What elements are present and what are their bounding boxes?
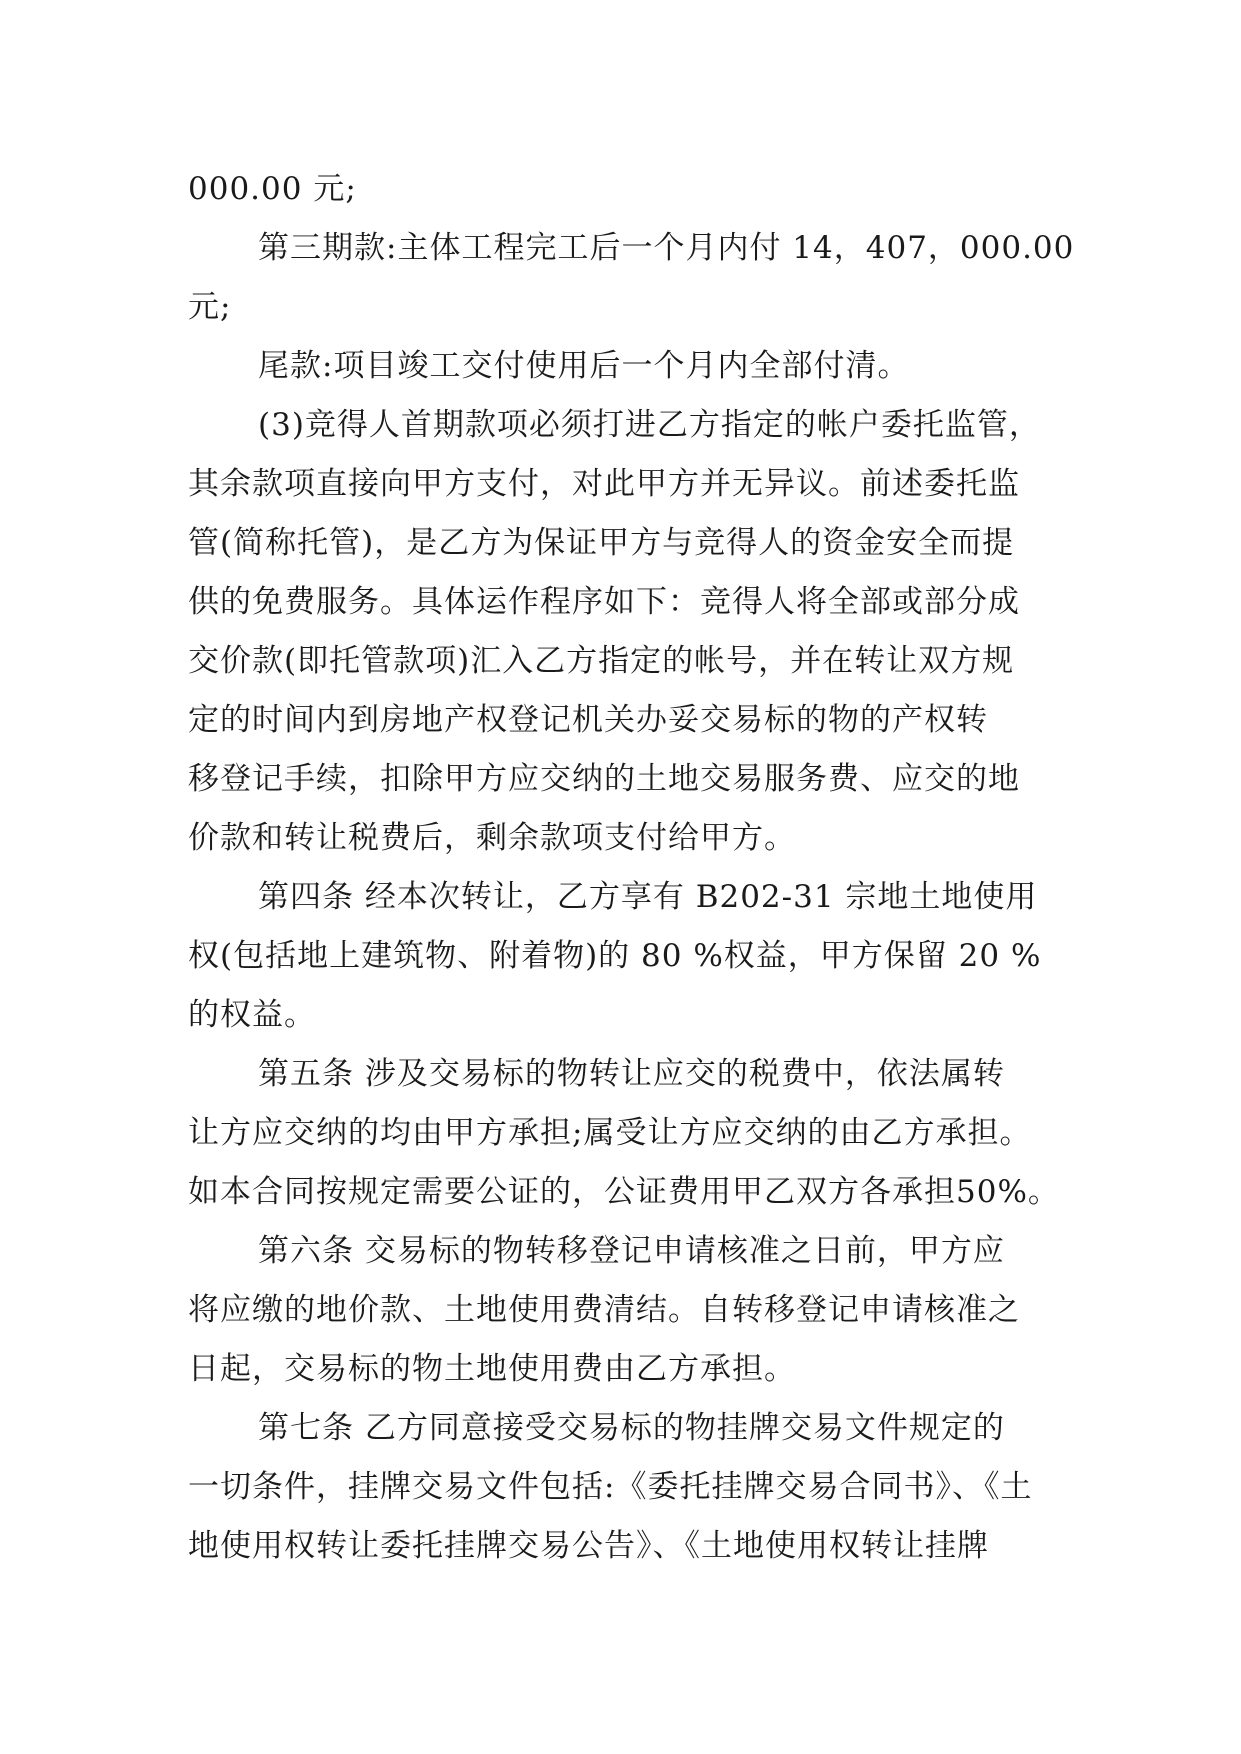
text-line: 让方应交纳的均由甲方承担;属受让方应交纳的由乙方承担。 xyxy=(188,1115,1032,1151)
text-line: 000.00 元; xyxy=(188,171,357,207)
text-line: 将应缴的地价款、土地使用费清结。自转移登记申请核准之 xyxy=(188,1292,1020,1328)
text-line: 尾款:项目竣工交付使用后一个月内全部付清。 xyxy=(258,348,910,384)
text-line: 第四条 经本次转让，乙方享有 B202-31 宗地土地使用 xyxy=(258,879,1038,915)
text-line: 供的免费服务。具体运作程序如下：竞得人将全部或部分成 xyxy=(188,584,1020,620)
text-line: 第三期款:主体工程完工后一个月内付 14，407，000.00 xyxy=(258,230,1075,266)
text-line: 的权益。 xyxy=(188,997,316,1033)
text-line: 第六条 交易标的物转移登记申请核准之日前，甲方应 xyxy=(258,1233,1005,1269)
text-line: 第七条 乙方同意接受交易标的物挂牌交易文件规定的 xyxy=(258,1410,1005,1446)
text-line: 地使用权转让委托挂牌交易公告》、《土地使用权转让挂牌 xyxy=(188,1528,989,1564)
text-line: (3)竞得人首期款项必须打进乙方指定的帐户委托监管， xyxy=(258,407,1041,443)
text-line: 如本合同按规定需要公证的，公证费用甲乙双方各承担50%。 xyxy=(188,1174,1060,1210)
text-line: 移登记手续，扣除甲方应交纳的土地交易服务费、应交的地 xyxy=(188,761,1020,797)
text-line: 交价款(即托管款项)汇入乙方指定的帐号，并在转让双方规 xyxy=(188,643,1015,679)
text-line: 元; xyxy=(188,289,232,325)
text-line: 权(包括地上建筑物、附着物)的 80 %权益，甲方保留 20 % xyxy=(188,938,1042,974)
text-line: 一切条件，挂牌交易文件包括:《委托挂牌交易合同书》、《土 xyxy=(188,1469,1033,1505)
text-line: 日起，交易标的物土地使用费由乙方承担。 xyxy=(188,1351,796,1387)
text-line: 其余款项直接向甲方支付，对此甲方并无异议。前述委托监 xyxy=(188,466,1020,502)
text-line: 定的时间内到房地产权登记机关办妥交易标的物的产权转 xyxy=(188,702,988,738)
text-line: 价款和转让税费后，剩余款项支付给甲方。 xyxy=(188,820,796,856)
document-body xyxy=(188,160,1075,1576)
text-line: 第五条 涉及交易标的物转让应交的税费中，依法属转 xyxy=(258,1056,1005,1092)
text-line: 管(简称托管)，是乙方为保证甲方与竞得人的资金安全而提 xyxy=(188,525,1015,561)
